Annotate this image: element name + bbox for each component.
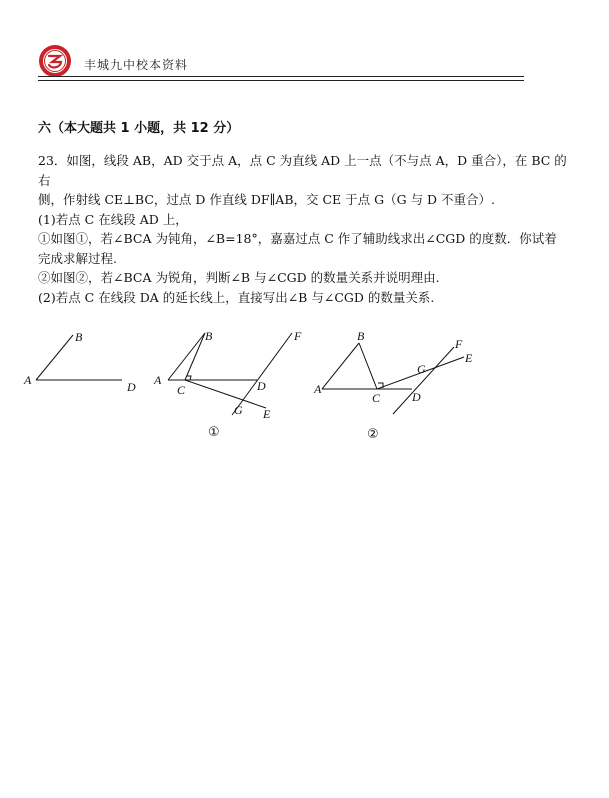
school-name: 丰城九中校本资料	[84, 58, 189, 72]
point-label-d: D	[257, 379, 266, 393]
point-label-e: E	[465, 351, 473, 365]
problem-line: 23．如图，线段 AB，AD 交于点 A，点 C 为直线 AD 上一点（不与点 A，D 重合），在 BC 的右	[38, 153, 567, 188]
problem-line: ①如图①，若∠BCA 为钝角，∠B=18°，嘉嘉过点 C 作了辅助线求出∠CGD 的度数．你试着	[38, 231, 557, 246]
section-title: 六（本大题共 1 小题，共 12 分）	[38, 121, 240, 136]
point-label-b: B	[75, 330, 83, 344]
header-rule-thick	[38, 76, 524, 77]
point-label-e: E	[263, 407, 271, 421]
school-seal-icon	[38, 44, 72, 78]
figure-2	[322, 343, 464, 414]
geometry-figures	[0, 320, 609, 450]
figure-caption-2: ②	[367, 427, 379, 442]
point-label-f: F	[455, 337, 463, 351]
point-label-g: G	[417, 362, 426, 376]
point-label-c: C	[372, 391, 381, 405]
point-label-a: A	[314, 382, 322, 396]
figures-svg	[0, 320, 609, 450]
point-label-d: D	[127, 380, 136, 394]
point-label-b: B	[357, 329, 365, 343]
point-label-a: A	[154, 373, 162, 387]
point-label-f: F	[294, 329, 302, 343]
point-label-c: C	[177, 383, 186, 397]
point-label-a: A	[24, 373, 32, 387]
problem-line: (2)若点 C 在线段 DA 的延长线上，直接写出∠B 与∠CGD 的数量关系.	[38, 289, 435, 305]
problem-line: ②如图②，若∠BCA 为锐角，判断∠B 与∠CGD 的数量关系并说明理由.	[38, 270, 440, 285]
point-label-d: D	[412, 390, 421, 404]
header-rule-thin	[38, 80, 524, 81]
problem-line: (1)若点 C 在线段 AD 上，	[38, 211, 188, 227]
figure-caption-1: ①	[208, 425, 220, 440]
point-label-b: B	[205, 329, 213, 343]
figure-1	[168, 333, 292, 415]
problem-line: 完成求解过程.	[38, 250, 117, 266]
point-label-g: G	[234, 403, 243, 417]
problem-line: 侧，作射线 CE⊥BC，过点 D 作直线 DF∥AB，交 CE 于点 G（G 与 D 不重合）.	[38, 192, 496, 207]
problem-text	[38, 151, 578, 307]
